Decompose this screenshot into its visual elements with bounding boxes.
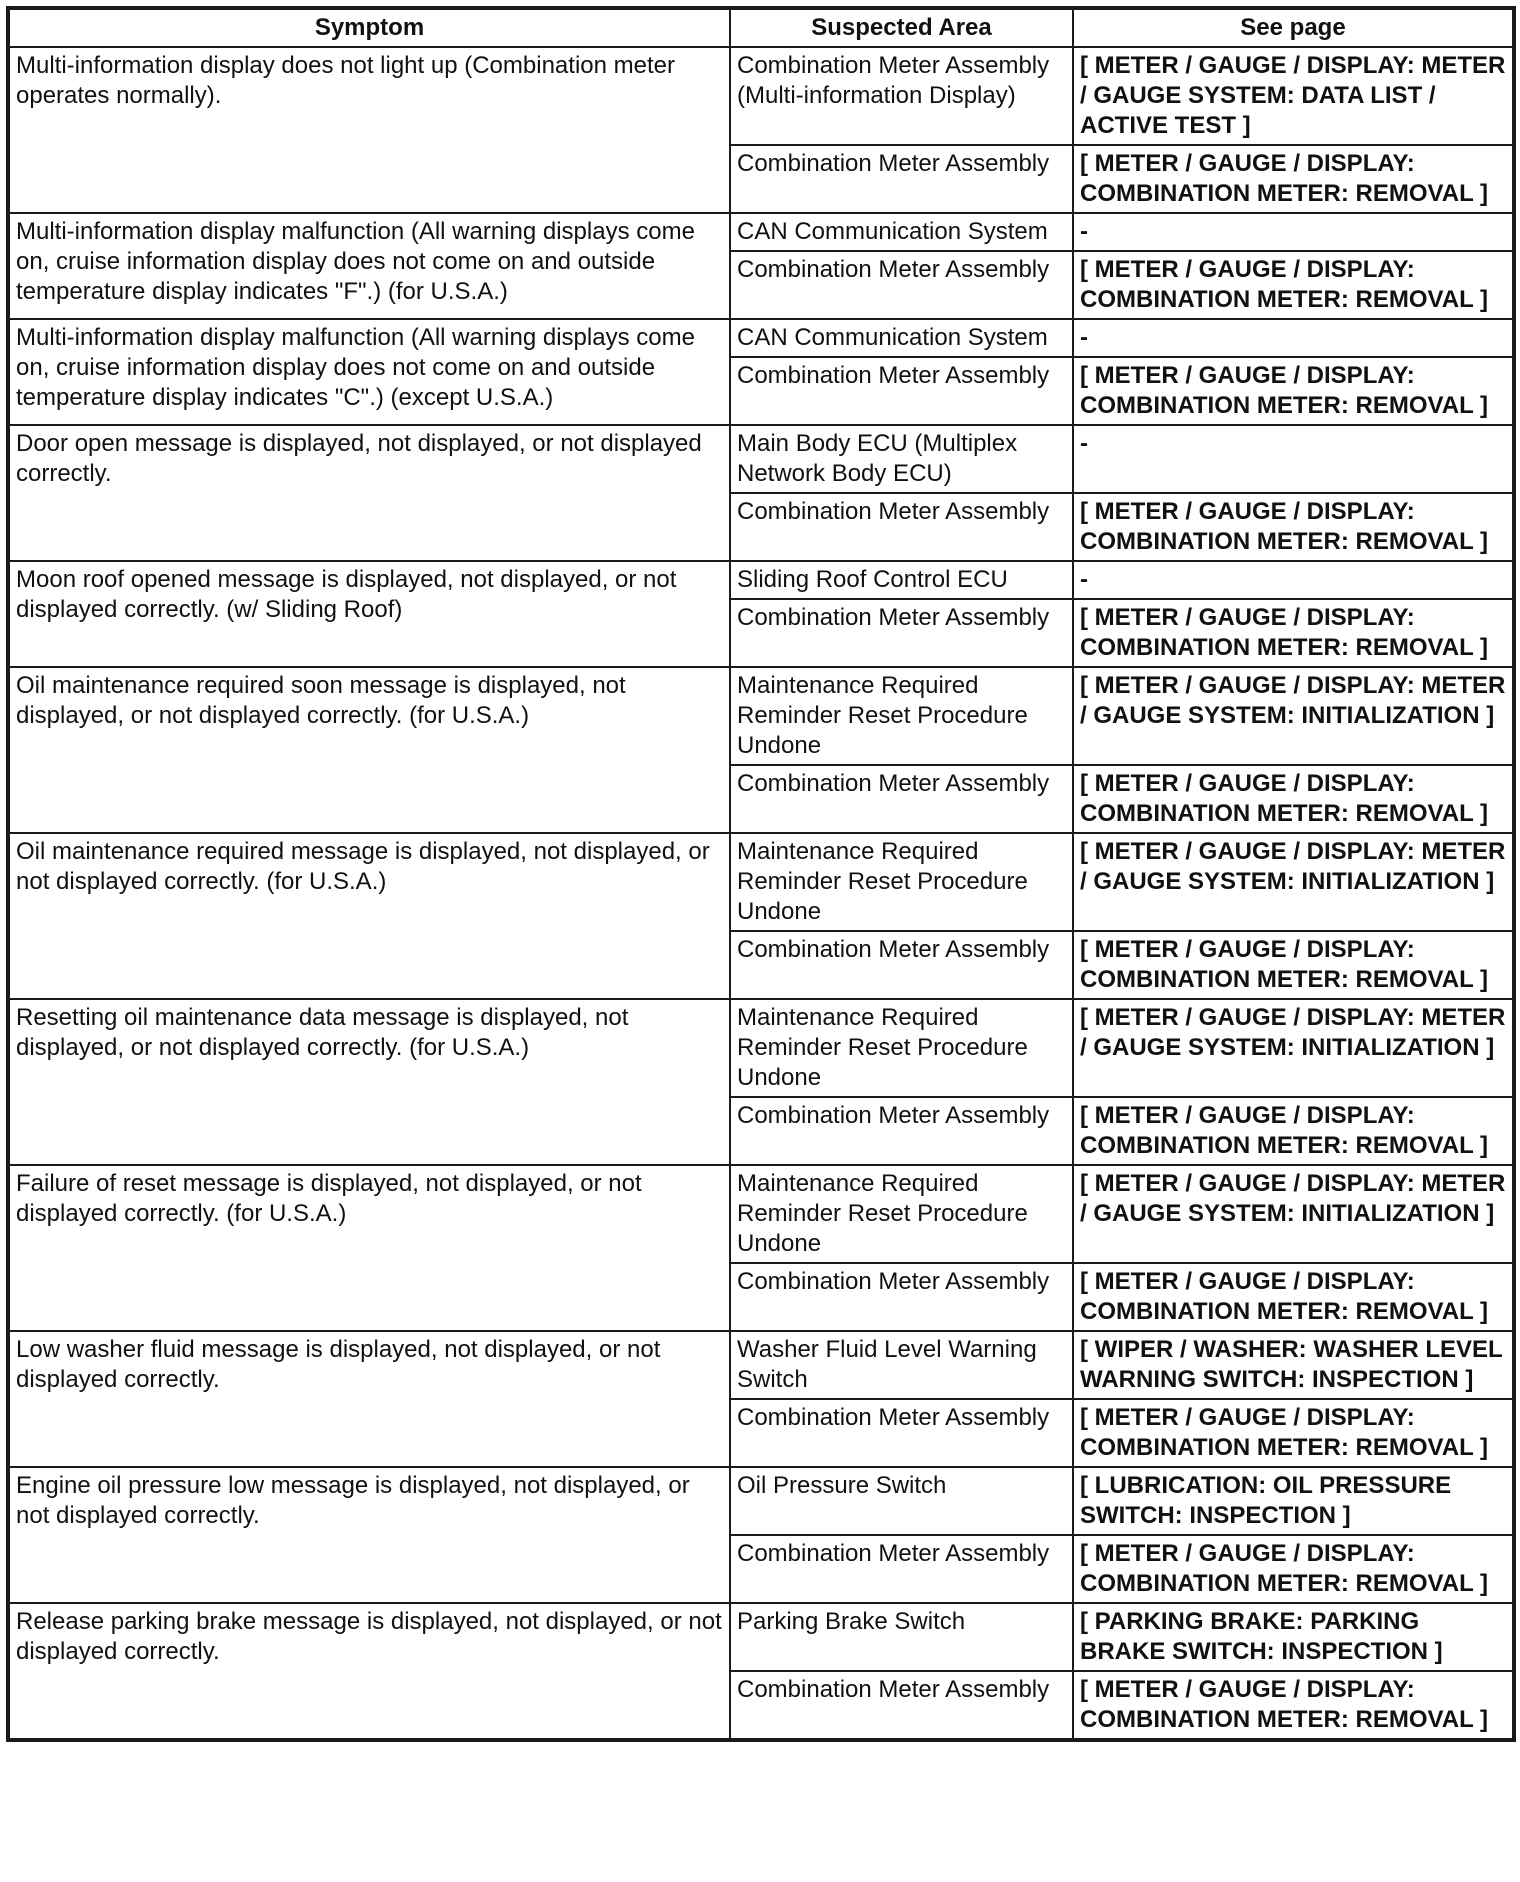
suspected-area-cell: Combination Meter Assembly <box>730 251 1073 319</box>
see-page-cell: [ METER / GAUGE / DISPLAY: COMBINATION METER: REMOVAL ] <box>1073 493 1514 561</box>
table-row <box>8 319 1514 357</box>
see-page-cell: [ METER / GAUGE / DISPLAY: COMBINATION METER: REMOVAL ] <box>1073 931 1514 999</box>
header-suspected-area: Suspected Area <box>730 8 1073 47</box>
header-see-page: See page <box>1073 8 1514 47</box>
see-page-cell: [ PARKING BRAKE: PARKING BRAKE SWITCH: INSPECTION ] <box>1073 1603 1514 1671</box>
symptom-cell: Oil maintenance required soon message is displayed, not displayed, or not displayed correctly. (for U.S.A.) <box>8 667 730 833</box>
table-row <box>8 833 1514 931</box>
suspected-area-cell: Combination Meter Assembly <box>730 357 1073 425</box>
symptom-cell: Multi-information display malfunction (All warning displays come on, cruise information display does not come on and outside temperature display indicates "C".) (except U.S.A.) <box>8 319 730 425</box>
table-row <box>8 1467 1514 1535</box>
suspected-area-cell: Combination Meter Assembly <box>730 1671 1073 1740</box>
see-page-cell: [ LUBRICATION: OIL PRESSURE SWITCH: INSPECTION ] <box>1073 1467 1514 1535</box>
suspected-area-cell: Maintenance Required Reminder Reset Procedure Undone <box>730 667 1073 765</box>
suspected-area-cell: Maintenance Required Reminder Reset Procedure Undone <box>730 999 1073 1097</box>
table-row <box>8 1331 1514 1399</box>
suspected-area-cell: Combination Meter Assembly <box>730 599 1073 667</box>
see-page-cell: [ METER / GAUGE / DISPLAY: COMBINATION METER: REMOVAL ] <box>1073 251 1514 319</box>
see-page-cell: [ METER / GAUGE / DISPLAY: COMBINATION METER: REMOVAL ] <box>1073 1399 1514 1467</box>
symptom-cell: Release parking brake message is displayed, not displayed, or not displayed correctly. <box>8 1603 730 1740</box>
suspected-area-cell: CAN Communication System <box>730 213 1073 251</box>
see-page-cell: [ METER / GAUGE / DISPLAY: METER / GAUGE SYSTEM: INITIALIZATION ] <box>1073 833 1514 931</box>
suspected-area-cell: Combination Meter Assembly <box>730 1535 1073 1603</box>
suspected-area-cell: Washer Fluid Level Warning Switch <box>730 1331 1073 1399</box>
suspected-area-cell: Parking Brake Switch <box>730 1603 1073 1671</box>
see-page-cell: [ METER / GAUGE / DISPLAY: COMBINATION METER: REMOVAL ] <box>1073 1535 1514 1603</box>
suspected-area-cell: Combination Meter Assembly <box>730 493 1073 561</box>
suspected-area-cell: Combination Meter Assembly <box>730 765 1073 833</box>
see-page-cell: [ METER / GAUGE / DISPLAY: COMBINATION METER: REMOVAL ] <box>1073 1097 1514 1165</box>
suspected-area-cell: Maintenance Required Reminder Reset Procedure Undone <box>730 833 1073 931</box>
suspected-area-cell: Maintenance Required Reminder Reset Procedure Undone <box>730 1165 1073 1263</box>
table-row <box>8 1603 1514 1671</box>
suspected-area-cell: Combination Meter Assembly (Multi-information Display) <box>730 47 1073 145</box>
symptom-cell: Multi-information display malfunction (All warning displays come on, cruise information display does not come on and outside temperature display indicates "F".) (for U.S.A.) <box>8 213 730 319</box>
see-page-cell: [ METER / GAUGE / DISPLAY: COMBINATION METER: REMOVAL ] <box>1073 599 1514 667</box>
see-page-cell: [ METER / GAUGE / DISPLAY: METER / GAUGE SYSTEM: DATA LIST / ACTIVE TEST ] <box>1073 47 1514 145</box>
see-page-cell: [ WIPER / WASHER: WASHER LEVEL WARNING SWITCH: INSPECTION ] <box>1073 1331 1514 1399</box>
symptom-cell: Engine oil pressure low message is displayed, not displayed, or not displayed correctly. <box>8 1467 730 1603</box>
table-row <box>8 47 1514 145</box>
table-row <box>8 999 1514 1097</box>
suspected-area-cell: Combination Meter Assembly <box>730 1263 1073 1331</box>
see-page-cell: - <box>1073 319 1514 357</box>
see-page-cell: [ METER / GAUGE / DISPLAY: COMBINATION METER: REMOVAL ] <box>1073 765 1514 833</box>
see-page-cell: [ METER / GAUGE / DISPLAY: METER / GAUGE SYSTEM: INITIALIZATION ] <box>1073 1165 1514 1263</box>
suspected-area-cell: Oil Pressure Switch <box>730 1467 1073 1535</box>
suspected-area-cell: Combination Meter Assembly <box>730 931 1073 999</box>
symptom-cell: Failure of reset message is displayed, not displayed, or not displayed correctly. (for U.S.A.) <box>8 1165 730 1331</box>
symptom-cell: Door open message is displayed, not displayed, or not displayed correctly. <box>8 425 730 561</box>
see-page-cell: [ METER / GAUGE / DISPLAY: COMBINATION METER: REMOVAL ] <box>1073 357 1514 425</box>
header-symptom: Symptom <box>8 8 730 47</box>
see-page-cell: - <box>1073 561 1514 599</box>
table-row <box>8 213 1514 251</box>
see-page-cell: [ METER / GAUGE / DISPLAY: METER / GAUGE SYSTEM: INITIALIZATION ] <box>1073 999 1514 1097</box>
symptom-table <box>6 6 1516 1742</box>
suspected-area-cell: CAN Communication System <box>730 319 1073 357</box>
see-page-cell: [ METER / GAUGE / DISPLAY: COMBINATION METER: REMOVAL ] <box>1073 1263 1514 1331</box>
symptom-cell: Low washer fluid message is displayed, not displayed, or not displayed correctly. <box>8 1331 730 1467</box>
suspected-area-cell: Main Body ECU (Multiplex Network Body ECU) <box>730 425 1073 493</box>
symptom-cell: Moon roof opened message is displayed, not displayed, or not displayed correctly. (w/ Sliding Roof) <box>8 561 730 667</box>
suspected-area-cell: Combination Meter Assembly <box>730 1097 1073 1165</box>
symptom-cell: Oil maintenance required message is displayed, not displayed, or not displayed correctly. (for U.S.A.) <box>8 833 730 999</box>
suspected-area-cell: Sliding Roof Control ECU <box>730 561 1073 599</box>
see-page-cell: - <box>1073 213 1514 251</box>
table-body <box>8 47 1514 1740</box>
table-row <box>8 1165 1514 1263</box>
header-row <box>8 8 1514 47</box>
see-page-cell: [ METER / GAUGE / DISPLAY: COMBINATION METER: REMOVAL ] <box>1073 145 1514 213</box>
suspected-area-cell: Combination Meter Assembly <box>730 145 1073 213</box>
suspected-area-cell: Combination Meter Assembly <box>730 1399 1073 1467</box>
table-row <box>8 561 1514 599</box>
symptom-cell: Resetting oil maintenance data message is displayed, not displayed, or not displayed correctly. (for U.S.A.) <box>8 999 730 1165</box>
see-page-cell: [ METER / GAUGE / DISPLAY: METER / GAUGE SYSTEM: INITIALIZATION ] <box>1073 667 1514 765</box>
see-page-cell: [ METER / GAUGE / DISPLAY: COMBINATION METER: REMOVAL ] <box>1073 1671 1514 1740</box>
symptom-cell: Multi-information display does not light up (Combination meter operates normally). <box>8 47 730 213</box>
table-row <box>8 667 1514 765</box>
see-page-cell: - <box>1073 425 1514 493</box>
table-row <box>8 425 1514 493</box>
